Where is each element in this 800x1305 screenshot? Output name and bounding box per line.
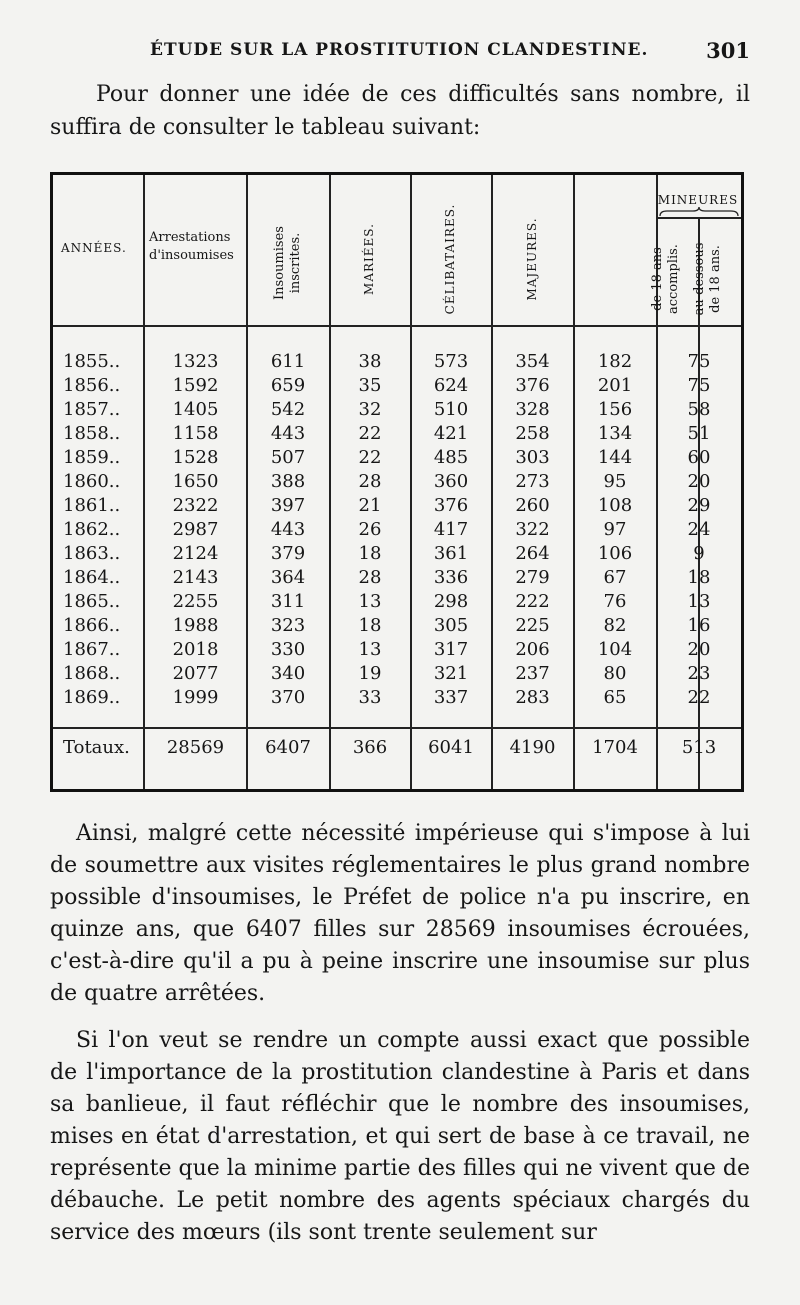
cell-year: 1858.. (63, 423, 121, 444)
cell-au-dessous: 16 (687, 615, 711, 636)
cell-year: 1857.. (63, 399, 121, 420)
intro-paragraph: Pour donner une idée de ces difficultés sans nombre, il suffira de consulter le tableau suivant: (50, 82, 750, 140)
table-row (53, 591, 741, 615)
brace-icon (659, 207, 739, 217)
cell-de18: 104 (597, 639, 633, 660)
cell-inscrites: 340 (270, 663, 306, 684)
table-row (53, 567, 741, 591)
cell-celibataires: 421 (433, 423, 469, 444)
cell-inscrites: 611 (270, 351, 306, 372)
table-row (53, 543, 741, 567)
cell-majeures: 279 (515, 567, 550, 588)
header-de18 (650, 229, 682, 329)
table-row (53, 687, 741, 711)
cell-au-dessous: 13 (687, 591, 711, 612)
cell-celibataires: 361 (433, 543, 469, 564)
cell-arrestations: 1405 (172, 399, 219, 420)
cell-au-dessous: 9 (693, 543, 705, 564)
cell-majeures: 237 (515, 663, 550, 684)
cell-celibataires: 305 (433, 615, 469, 636)
cell-majeures: 206 (515, 639, 550, 660)
table-row (53, 663, 741, 687)
cell-arrestations: 1650 (172, 471, 219, 492)
cell-au-dessous: 29 (687, 495, 711, 516)
cell-arrestations: 28569 (166, 737, 225, 758)
cell-de18: 76 (603, 591, 627, 612)
cell-au-dessous: 75 (687, 351, 711, 372)
page-number: 301 (706, 38, 750, 63)
header-celibataires: CÉLIBATAIRES. (443, 203, 457, 315)
cell-arrestations: 2255 (172, 591, 219, 612)
cell-de18: 144 (597, 447, 633, 468)
cell-year: 1865.. (63, 591, 121, 612)
cell-au-dessous: 20 (687, 639, 711, 660)
header-de18-line2: accomplis. (666, 244, 681, 314)
cell-arrestations: 1592 (172, 375, 219, 396)
cell-majeures: 273 (515, 471, 550, 492)
cell-majeures: 376 (515, 375, 550, 396)
cell-celibataires: 485 (433, 447, 469, 468)
table-row (53, 423, 741, 447)
cell-year: 1864.. (63, 567, 121, 588)
cell-mariees: 21 (358, 495, 382, 516)
table-row (53, 375, 741, 399)
cell-year: 1862.. (63, 519, 121, 540)
cell-majeures: 4190 (509, 737, 556, 758)
cell-year: 1855.. (63, 351, 121, 372)
cell-year: 1867.. (63, 639, 121, 660)
cell-celibataires: 317 (433, 639, 469, 660)
cell-majeures: 264 (515, 543, 550, 564)
cell-au-dessous: 75 (687, 375, 711, 396)
cell-de18: 97 (603, 519, 627, 540)
cell-inscrites: 388 (270, 471, 306, 492)
cell-majeures: 354 (515, 351, 550, 372)
cell-au-dessous: 24 (687, 519, 711, 540)
cell-de18: 82 (603, 615, 627, 636)
cell-year: 1863.. (63, 543, 121, 564)
cell-inscrites: 323 (270, 615, 306, 636)
cell-year: 1859.. (63, 447, 121, 468)
cell-celibataires: 6041 (428, 737, 474, 758)
cell-mariees: 19 (358, 663, 382, 684)
header-insoumises-line2: inscrites. (288, 232, 303, 294)
cell-mariees: 26 (358, 519, 382, 540)
cell-mariees: 32 (358, 399, 382, 420)
table-row (53, 495, 741, 519)
cell-mariees: 18 (358, 543, 382, 564)
cell-de18: 67 (603, 567, 627, 588)
cell-celibataires: 510 (433, 399, 469, 420)
cell-au-dessous: 513 (681, 737, 717, 758)
header-majeures: MAJEURES. (525, 217, 539, 301)
cell-year: 1861.. (63, 495, 121, 516)
cell-de18: 106 (597, 543, 633, 564)
totals-rule (53, 727, 741, 729)
cell-majeures: 322 (515, 519, 550, 540)
cell-mariees: 35 (358, 375, 382, 396)
cell-mariees: 33 (358, 687, 382, 708)
cell-de18: 80 (603, 663, 627, 684)
cell-celibataires: 417 (433, 519, 469, 540)
cell-inscrites: 6407 (265, 737, 311, 758)
cell-inscrites: 659 (270, 375, 306, 396)
paragraph-si-lon-veut: Si l'on veut se rendre un compte aussi exact que possible de l'importance de la prostitution clandestine à Paris et dans sa banlieue, il faut réfléchir que le nombre des insoumises, mises en état d'arrestation, et qui sert de base à ce travail, ne représente que la minime partie des filles qui ne vivent que de débauche. Le petit nombre des agents spéciaux chargés du service des mœurs (ils sont trente seulement sur (50, 1028, 750, 1245)
header-rule (53, 325, 741, 327)
cell-arrestations: 1158 (172, 423, 219, 444)
cell-de18: 95 (603, 471, 627, 492)
cell-au-dessous: 18 (687, 567, 711, 588)
cell-majeures: 328 (515, 399, 550, 420)
header-mineures: MINEURES (657, 193, 739, 207)
cell-mariees: 22 (358, 423, 382, 444)
statistics-table (50, 172, 744, 792)
cell-arrestations: 2018 (172, 639, 219, 660)
cell-arrestations: 2322 (172, 495, 219, 516)
cell-arrestations: 2077 (172, 663, 219, 684)
cell-de18: 156 (597, 399, 633, 420)
cell-arrestations: 2124 (172, 543, 219, 564)
cell-au-dessous: 58 (687, 399, 711, 420)
cell-au-dessous: 51 (687, 423, 711, 444)
cell-year: 1868.. (63, 663, 121, 684)
cell-inscrites: 364 (270, 567, 306, 588)
cell-year: 1869.. (63, 687, 121, 708)
cell-au-dessous: 20 (687, 471, 711, 492)
header-de18-line1: de 18 ans (650, 247, 665, 311)
paragraph-ainsi: Ainsi, malgré cette nécessité impérieuse qui s'impose à lui de soumettre aux visites réglementaires le plus grand nombre possible d'insoumises, le Préfet de police n'a pu inscrire, en quinze ans, que 6407 filles sur 28569 insoumises écrouées, c'est-à-dire qu'il a pu à peine inscrire une insoumise sur plus de quatre arrêtées. (50, 821, 750, 1006)
cell-year: 1860.. (63, 471, 121, 492)
header-au-dessous-line1: au-dessous (692, 242, 707, 316)
cell-mariees: 18 (358, 615, 382, 636)
cell-de18: 201 (597, 375, 633, 396)
cell-celibataires: 624 (433, 375, 469, 396)
running-head (150, 40, 750, 68)
cell-inscrites: 507 (270, 447, 306, 468)
cell-celibataires: 376 (433, 495, 469, 516)
cell-au-dessous: 23 (687, 663, 711, 684)
cell-mariees: 28 (358, 567, 382, 588)
cell-arrestations: 1999 (172, 687, 219, 708)
cell-de18: 108 (597, 495, 633, 516)
header-arrestations (149, 229, 245, 265)
cell-mariees: 13 (358, 639, 382, 660)
cell-de18: 182 (597, 351, 633, 372)
cell-majeures: 260 (515, 495, 550, 516)
cell-mariees: 13 (358, 591, 382, 612)
cell-inscrites: 542 (270, 399, 306, 420)
table-row (53, 399, 741, 423)
cell-arrestations: 1323 (172, 351, 219, 372)
cell-arrestations: 2143 (172, 567, 219, 588)
cell-celibataires: 336 (433, 567, 469, 588)
cell-majeures: 258 (515, 423, 550, 444)
cell-majeures: 225 (515, 615, 550, 636)
cell-au-dessous: 22 (687, 687, 711, 708)
cell-inscrites: 330 (270, 639, 306, 660)
cell-celibataires: 337 (433, 687, 469, 708)
cell-year: Totaux. (63, 737, 130, 758)
table-row (53, 351, 741, 375)
cell-majeures: 222 (515, 591, 550, 612)
cell-arrestations: 2987 (172, 519, 219, 540)
cell-inscrites: 443 (270, 519, 306, 540)
running-title: ÉTUDE SUR LA PROSTITUTION CLANDESTINE. (150, 40, 649, 60)
cell-au-dessous: 60 (687, 447, 711, 468)
header-insoumises (272, 203, 304, 323)
cell-arrestations: 1988 (172, 615, 219, 636)
cell-celibataires: 321 (433, 663, 469, 684)
table-row (53, 639, 741, 663)
header-arrestations-line1: Arrestations (149, 230, 231, 245)
table-row (53, 447, 741, 471)
header-annees: ANNÉES. (61, 241, 127, 255)
cell-majeures: 283 (515, 687, 550, 708)
cell-mariees: 38 (358, 351, 382, 372)
cell-inscrites: 397 (270, 495, 306, 516)
header-insoumises-line1: Insoumises (272, 226, 287, 300)
cell-de18: 1704 (592, 737, 638, 758)
cell-inscrites: 311 (270, 591, 306, 612)
cell-inscrites: 379 (270, 543, 306, 564)
cell-inscrites: 370 (270, 687, 306, 708)
totals-row (53, 737, 741, 761)
cell-celibataires: 298 (433, 591, 469, 612)
table-row (53, 615, 741, 639)
cell-celibataires: 573 (433, 351, 469, 372)
cell-mariees: 22 (358, 447, 382, 468)
cell-year: 1866.. (63, 615, 121, 636)
cell-mariees: 28 (358, 471, 382, 492)
cell-de18: 65 (603, 687, 627, 708)
header-au-dessous-line2: de 18 ans. (708, 245, 723, 313)
table-row (53, 519, 741, 543)
cell-mariees: 366 (352, 737, 388, 758)
table-row (53, 471, 741, 495)
cell-arrestations: 1528 (172, 447, 219, 468)
cell-year: 1856.. (63, 375, 121, 396)
header-au-dessous (692, 229, 724, 329)
header-mariees: MARIÉES. (362, 223, 376, 295)
cell-majeures: 303 (515, 447, 550, 468)
cell-inscrites: 443 (270, 423, 306, 444)
cell-de18: 134 (597, 423, 633, 444)
cell-celibataires: 360 (433, 471, 469, 492)
header-arrestations-line2: d'insoumises (149, 248, 234, 263)
